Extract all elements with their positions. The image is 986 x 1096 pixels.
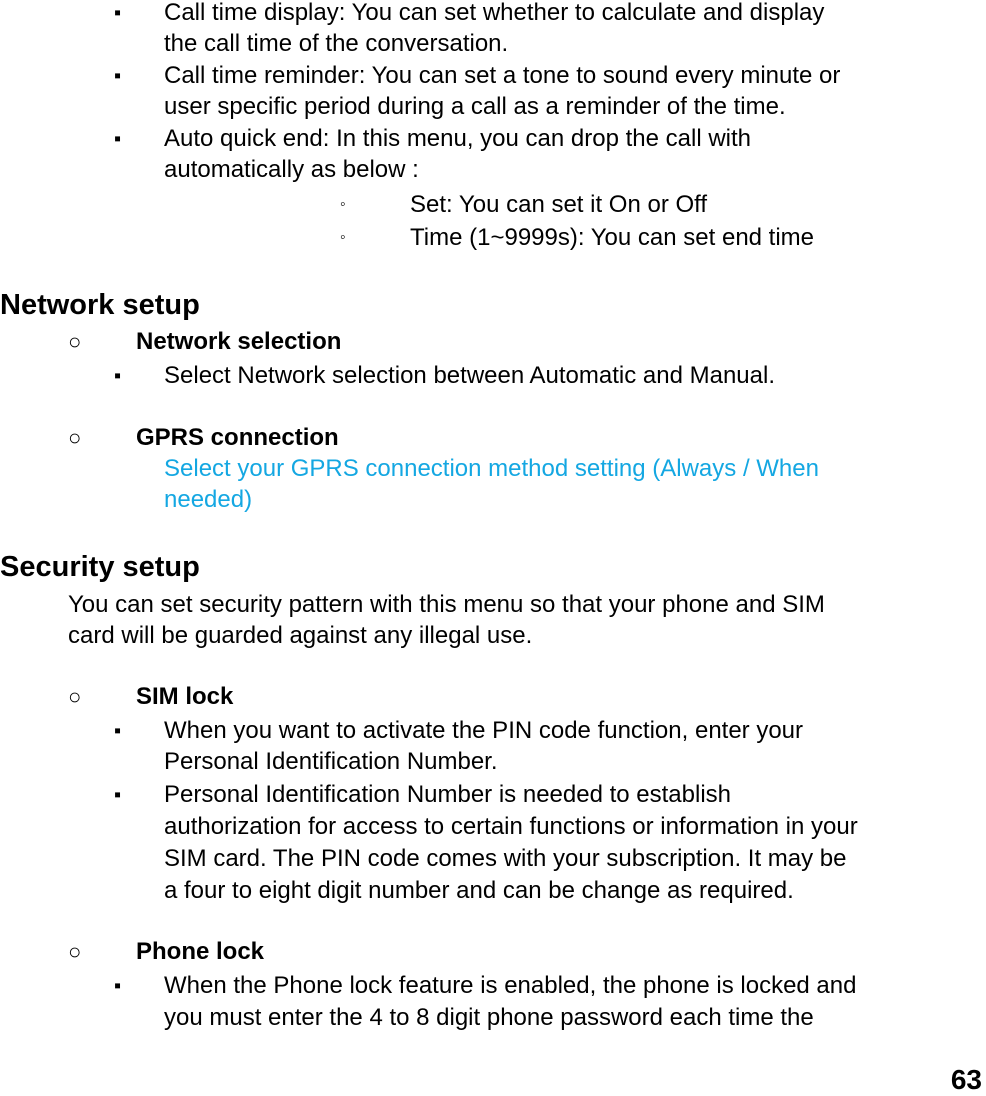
phone-lock-title: Phone lock — [136, 938, 265, 965]
square-bullet: ▪ — [114, 128, 122, 150]
page-number: 63 — [950, 1064, 982, 1095]
phone-lock-b1-line2: you must enter the 4 to 8 digit phone password each time the — [164, 1004, 814, 1031]
square-bullet: ▪ — [114, 365, 122, 387]
security-setup-heading: Security setup — [0, 551, 200, 583]
auto-quick-end-sub2: Time (1~9999s): You can set end time — [410, 224, 815, 251]
square-bullet: ▪ — [114, 65, 122, 87]
square-bullet: ▪ — [114, 2, 122, 24]
gprs-connection-line2: needed) — [164, 486, 253, 513]
gprs-connection-line1: Select your GPRS connection method setting (Always / When — [164, 455, 819, 482]
call-time-reminder-line1: Call time reminder: You can set a tone to sound every minute or — [164, 62, 841, 89]
security-intro-line1: You can set security pattern with this menu so that your phone and SIM — [68, 591, 825, 618]
circle-bullet: ○ — [68, 329, 82, 354]
call-time-reminder-line2: user specific period during a call as a reminder of the time. — [164, 93, 786, 120]
sim-lock-b2-line1: Personal Identification Number is needed to establish — [164, 781, 731, 808]
sub-bullet: ◦ — [340, 196, 346, 213]
sim-lock-b2-line2: authorization for access to certain functions or information in your — [164, 813, 858, 840]
sub-bullet: ◦ — [340, 229, 346, 246]
square-bullet: ▪ — [114, 975, 122, 997]
phone-lock-b1-line1: When the Phone lock feature is enabled, the phone is locked and — [164, 972, 857, 999]
call-time-display-line2: the call time of the conversation. — [164, 30, 509, 57]
sim-lock-b1-line1: When you want to activate the PIN code function, enter your — [164, 717, 804, 744]
sim-lock-title: SIM lock — [136, 683, 234, 710]
network-setup-heading: Network setup — [0, 289, 200, 321]
security-intro-line2: card will be guarded against any illegal use. — [68, 622, 533, 649]
network-selection-title: Network selection — [136, 328, 342, 355]
sim-lock-b2-line3: SIM card. The PIN code comes with your subscription. It may be — [164, 845, 847, 872]
auto-quick-end-sub1: Set: You can set it On or Off — [410, 191, 708, 218]
sim-lock-b2-line4: a four to eight digit number and can be change as required. — [164, 877, 794, 904]
circle-bullet: ○ — [68, 684, 82, 709]
square-bullet: ▪ — [114, 720, 122, 742]
circle-bullet: ○ — [68, 939, 82, 964]
network-selection-text: Select Network selection between Automatic and Manual. — [164, 362, 776, 389]
auto-quick-end-line2: automatically as below : — [164, 156, 419, 183]
auto-quick-end-line1: Auto quick end: In this menu, you can drop the call with — [164, 125, 752, 152]
gprs-connection-title: GPRS connection — [136, 424, 339, 451]
circle-bullet: ○ — [68, 425, 82, 450]
call-time-display-line1: Call time display: You can set whether to calculate and display — [164, 0, 825, 26]
sim-lock-b1-line2: Personal Identification Number. — [164, 748, 498, 775]
square-bullet: ▪ — [114, 784, 122, 806]
